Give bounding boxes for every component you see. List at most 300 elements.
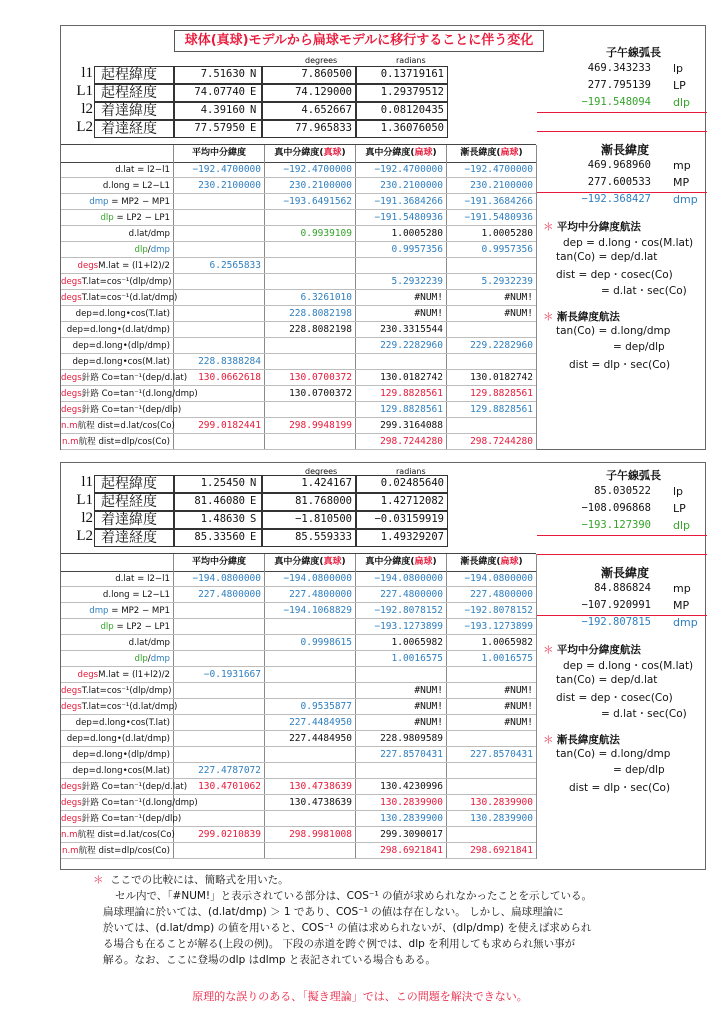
- table-row: [61, 763, 536, 779]
- degrees-value: −1.810500: [295, 513, 352, 525]
- table-cell: [265, 667, 355, 683]
- row-label: dep=d.long•(d.lat/dmp): [66, 325, 170, 335]
- radians-value: −0.03159919: [374, 513, 444, 525]
- row-label-symbol: dmp: [89, 606, 109, 616]
- table-cell: 227.4484950: [289, 717, 352, 728]
- table-cell: #NUM!: [504, 717, 533, 728]
- table-row: [61, 683, 536, 699]
- table-cell: [265, 402, 355, 418]
- row-label: [61, 683, 173, 699]
- table-cell: [174, 699, 264, 715]
- page-title: 球体(真球)モデルから扁球モデルに移行することに伴う変化: [174, 30, 544, 52]
- row-label: [61, 434, 173, 450]
- row-label-rest: M.lat = (l1+l2)/2: [98, 670, 170, 680]
- row-label-symbol: dlp: [100, 622, 114, 632]
- input-direction: E: [250, 531, 257, 543]
- table-cell: [265, 843, 355, 859]
- row-label-rest: T.lat=cos⁻¹(dlp/dmp): [81, 277, 172, 287]
- table-cell: −192.8078152: [464, 605, 533, 616]
- note-line-2: セル内で、「#NUM!」と表示されている部分は、COS⁻¹ の値が求められなかったことを示している。: [115, 890, 592, 902]
- table-cell: 230.2100000: [289, 180, 352, 191]
- table-cell: #NUM!: [504, 308, 533, 319]
- row-label: [61, 370, 188, 386]
- row-label-prefix: degs: [77, 670, 99, 680]
- column-header-text: 真中分緯度(: [365, 557, 415, 567]
- table-cell: [447, 418, 536, 434]
- table-cell: −191.3684266: [464, 196, 533, 207]
- table-row: [61, 827, 536, 843]
- row-label-rest: 航程 dist=dlp/cos(Co): [78, 437, 170, 447]
- degrees-header: degrees: [305, 56, 338, 65]
- meridian-label: lp: [673, 485, 684, 498]
- row-label-rest: = MP2 − MP1: [108, 197, 170, 207]
- table-cell: 129.8828561: [380, 404, 443, 415]
- asterisk-icon: ＊: [543, 734, 557, 746]
- table-cell: 0.9939109: [300, 228, 352, 239]
- table-cell: [174, 402, 264, 418]
- column-header-model: 扁球: [500, 557, 519, 567]
- formula-line: tan(Co) = dep/d.lat: [556, 674, 658, 686]
- row-label-symbol: dlp: [134, 245, 148, 255]
- row-label: d.lat/dmp: [128, 638, 170, 648]
- formula-title-text: 漸長緯度航法: [556, 311, 620, 323]
- row-label-slash: /: [147, 245, 151, 255]
- table-cell: [174, 619, 264, 635]
- table-cell: [174, 635, 264, 651]
- table-cell: #NUM!: [504, 701, 533, 712]
- column-header-1: [174, 145, 264, 162]
- meridional-parts-title: 漸長緯度: [601, 143, 650, 157]
- note-line-3: 扁球理論に於いては、(d.lat/dmp) ＞ 1 であり、COS⁻¹ の値は存在しない。 しかし、扁球理論に: [103, 906, 564, 918]
- row-label-rest: 針路 Co=tan⁻¹(dep/dlp): [81, 814, 182, 824]
- formula-line: dist = dlp・sec(Co): [569, 782, 671, 794]
- column-header-text: 真中分緯度(: [365, 148, 415, 158]
- row-label-rest: 針路 Co=tan⁻¹(dep/d.lat): [81, 373, 188, 383]
- table-row: [61, 242, 536, 258]
- note-line-1: ＊ ここでの比較には、簡略式を用いた。: [93, 874, 289, 886]
- formula-line: dep = d.long・cos(M.lat): [563, 660, 694, 672]
- table-cell: [174, 194, 264, 210]
- table-cell: 227.4800000: [198, 589, 261, 600]
- row-label: [61, 667, 173, 683]
- row-label-prefix: degs: [61, 277, 82, 287]
- table-row: [61, 306, 536, 322]
- input-direction: S: [250, 513, 257, 525]
- grid-frame: [61, 144, 536, 449]
- table-cell: 130.0700372: [289, 388, 352, 399]
- table-cell: −194.0800000: [374, 573, 443, 584]
- column-header-paren: ): [432, 557, 437, 567]
- table-cell: #NUM!: [414, 717, 443, 728]
- row-label-prefix: n.m: [61, 830, 78, 840]
- table-cell: 0.9957356: [481, 244, 533, 255]
- table-cell: [174, 322, 264, 338]
- degrees-value: 7.860500: [301, 68, 352, 80]
- row-label: d.long = L2−L1: [102, 590, 170, 600]
- meridional-label: dmp: [673, 193, 698, 206]
- table-cell: 5.2932239: [391, 276, 443, 287]
- table-cell: [447, 354, 536, 370]
- table-cell: 130.2839900: [380, 813, 443, 824]
- table-row: [61, 338, 536, 354]
- column-header-paren: ): [341, 148, 346, 158]
- row-label: [61, 603, 173, 619]
- note-line-4: 於いては、(d.lat/dmp) の値を用いると、COS⁻¹ の値は求められないが、(dlp/dmp) を使えば求められ: [103, 922, 592, 934]
- row-label-symbol: dmp: [89, 197, 109, 207]
- row-label-prefix: degs: [61, 814, 82, 824]
- table-cell: 130.4701062: [198, 781, 261, 792]
- formula-line: tan(Co) = dep/d.lat: [556, 251, 658, 263]
- meridional-label: MP: [673, 176, 690, 189]
- row-label: [61, 194, 173, 210]
- table-row: [61, 747, 536, 763]
- table-cell: [174, 683, 264, 699]
- row-label-rest: 航程 dist=d.lat/cos(Co): [77, 421, 175, 431]
- table-cell: [265, 683, 355, 699]
- table-cell: −192.4700000: [374, 164, 443, 175]
- table-cell: [174, 731, 264, 747]
- table-cell: [174, 274, 264, 290]
- column-header-model: 扁球: [414, 148, 433, 158]
- meridian-arc-title: 子午線弧長: [606, 469, 661, 482]
- meridian-label: LP: [673, 502, 686, 515]
- radians-value: 0.08120435: [380, 104, 444, 116]
- radians-value: 1.29379512: [380, 86, 444, 98]
- table-row: [61, 162, 536, 178]
- table-cell: 227.4484950: [289, 733, 352, 744]
- red-divider: [537, 112, 707, 113]
- row-label: dep=d.long•(dlp/dmp): [72, 750, 170, 760]
- row-label-slash: /: [147, 654, 151, 664]
- meridian-value: −191.548094: [581, 96, 651, 108]
- meridional-label: mp: [673, 582, 691, 595]
- row-label: [61, 258, 173, 274]
- meridian-label: dlp: [673, 519, 691, 532]
- row-label-rest: 航程 dist=dlp/cos(Co): [78, 846, 170, 856]
- column-header-text: 真中分緯度(: [274, 148, 324, 158]
- row-label: dep=d.long•cos(T.lat): [75, 718, 170, 728]
- table-row: [61, 635, 536, 651]
- input-id-l1: l1: [81, 65, 93, 81]
- table-cell: 129.8828561: [380, 388, 443, 399]
- radians-value: 0.02485640: [380, 477, 444, 489]
- radians-value: 1.42712082: [380, 495, 444, 507]
- input-value: 85.33560: [194, 531, 245, 543]
- table-cell: 130.2839900: [470, 797, 533, 808]
- column-header-4: [447, 554, 536, 571]
- table-cell: 229.2282960: [470, 340, 533, 351]
- row-label: [61, 795, 198, 811]
- table-cell: [447, 322, 536, 338]
- column-header-paren: ): [432, 148, 437, 158]
- input-value: 7.51630: [200, 68, 245, 80]
- row-label: d.long = L2−L1: [102, 181, 170, 191]
- table-cell: 1.0016575: [481, 653, 533, 664]
- table-cell: 1.0065982: [481, 637, 533, 648]
- table-cell: 228.9809589: [380, 733, 443, 744]
- table-row: [61, 667, 536, 683]
- panel-bottom: [60, 462, 706, 870]
- table-cell: 0.9998615: [300, 637, 352, 648]
- formula-title-a: [543, 219, 641, 234]
- meridian-value: −193.127390: [581, 519, 651, 531]
- row-label-rest: 針路 Co=tan⁻¹(dep/dlp): [81, 405, 182, 415]
- meridional-value: 469.968960: [587, 159, 651, 171]
- formula-line: = d.lat・sec(Co): [601, 708, 687, 720]
- table-row: [61, 731, 536, 747]
- table-cell: −193.6491562: [283, 196, 352, 207]
- column-header-3: [356, 554, 446, 571]
- column-header-model: 真球: [323, 148, 342, 158]
- red-divider: [537, 554, 707, 555]
- table-cell: −194.1068829: [283, 605, 352, 616]
- input-id-l1: l1: [81, 474, 93, 490]
- table-cell: [174, 290, 264, 306]
- table-cell: [174, 210, 264, 226]
- table-cell: [265, 258, 355, 274]
- footer-statement: 原理的な誤りのある、「擬き理論」では、この問題を解決できない。: [192, 990, 528, 1003]
- formula-title-text: 平均中分緯度航法: [556, 221, 641, 233]
- column-header-text: 漸長緯度(: [460, 557, 501, 567]
- input-value: 77.57950: [194, 122, 245, 134]
- table-cell: 130.0182742: [380, 372, 443, 383]
- input-direction: E: [250, 495, 257, 507]
- column-header-3: [356, 145, 446, 162]
- table-cell: 228.8388284: [198, 356, 261, 367]
- row-label-prefix: degs: [61, 405, 82, 415]
- table-cell: 5.2932239: [481, 276, 533, 287]
- table-cell: [174, 747, 264, 763]
- table-cell: [174, 306, 264, 322]
- table-cell: −193.1273899: [374, 621, 443, 632]
- row-label-rest: = LP2 − LP1: [113, 213, 170, 223]
- input-direction: N: [250, 68, 257, 80]
- row-label: dep=d.long•cos(M.lat): [72, 357, 170, 367]
- table-cell: [447, 827, 536, 843]
- column-header-model: 扁球: [414, 557, 433, 567]
- formula-line: = dep/dlp: [613, 764, 665, 776]
- table-cell: −194.0800000: [464, 573, 533, 584]
- row-label-rest: 航程 dist=d.lat/cos(Co): [77, 830, 175, 840]
- row-label-rest: T.lat=cos⁻¹(dlp/dmp): [81, 686, 172, 696]
- table-row: [61, 418, 536, 434]
- table-cell: 298.6921841: [380, 845, 443, 856]
- row-label-prefix: degs: [77, 261, 99, 271]
- table-cell: [265, 811, 355, 827]
- grid-frame: [61, 553, 536, 858]
- formula-line: tan(Co) = d.long/dmp: [556, 325, 671, 337]
- table-row: [61, 715, 536, 731]
- table-cell: −191.3684266: [374, 196, 443, 207]
- formula-line: dep = d.long・cos(M.lat): [563, 237, 694, 249]
- table-cell: [174, 386, 264, 402]
- table-cell: 227.8570431: [380, 749, 443, 760]
- meridional-value: −107.920991: [581, 599, 651, 611]
- table-cell: 298.7244280: [470, 436, 533, 447]
- meridian-value: −108.096868: [581, 502, 651, 514]
- column-header-2: [265, 145, 355, 162]
- input-name-box: 着達緯度: [94, 511, 174, 529]
- table-cell: #NUM!: [504, 685, 533, 696]
- column-header-paren: ): [341, 557, 346, 567]
- table-cell: 130.2839900: [470, 813, 533, 824]
- table-cell: −0.1931667: [203, 669, 261, 680]
- radians-value: 1.49329207: [380, 531, 444, 543]
- row-label-prefix: degs: [61, 686, 82, 696]
- table-cell: 0.9535877: [300, 701, 352, 712]
- table-row: [61, 386, 536, 402]
- table-row: [61, 226, 536, 242]
- red-divider: [537, 535, 707, 536]
- row-label: [61, 290, 178, 306]
- table-cell: [356, 667, 446, 683]
- radians-value: 1.36076050: [380, 122, 444, 134]
- row-label: [61, 210, 173, 226]
- row-label-symbol: dlp: [100, 213, 114, 223]
- table-cell: 298.7244280: [380, 436, 443, 447]
- table-cell: [447, 779, 536, 795]
- row-label: d.lat = l2−l1: [115, 165, 170, 175]
- table-cell: 1.0065982: [391, 637, 443, 648]
- row-label-prefix: degs: [61, 702, 82, 712]
- formula-line: dist = dlp・sec(Co): [569, 359, 671, 371]
- row-label-rest: T.lat=cos⁻¹(d.lat/dmp): [81, 293, 178, 303]
- row-label: [61, 418, 173, 434]
- row-label: dep=d.long•(d.lat/dmp): [66, 734, 170, 744]
- table-cell: 227.8570431: [470, 749, 533, 760]
- table-cell: 0.9957356: [391, 244, 443, 255]
- meridional-value: 277.600533: [587, 176, 651, 188]
- asterisk-icon: ＊: [543, 644, 557, 656]
- input-name-box: 起程緯度: [94, 475, 174, 493]
- row-label: d.lat = l2−l1: [115, 574, 170, 584]
- row-label-prefix: degs: [61, 389, 82, 399]
- column-header-text: 漸長緯度(: [460, 148, 501, 158]
- formula-line: = dep/dlp: [613, 341, 665, 353]
- input-id-L2: L2: [76, 528, 93, 544]
- row-label-prefix: n.m: [62, 437, 79, 447]
- table-cell: [447, 667, 536, 683]
- meridional-value: 84.886824: [594, 582, 651, 594]
- table-cell: 130.4738639: [289, 781, 352, 792]
- row-label: [61, 779, 188, 795]
- table-cell: 130.2839900: [380, 797, 443, 808]
- table-cell: [174, 242, 264, 258]
- table-cell: [265, 210, 355, 226]
- row-label-rest: 針路 Co=tan⁻¹(dep/d.lat): [81, 782, 188, 792]
- table-row: [61, 370, 536, 386]
- table-cell: #NUM!: [414, 292, 443, 303]
- row-label: dep=d.long•cos(T.lat): [75, 309, 170, 319]
- table-cell: 299.3090017: [380, 829, 443, 840]
- asterisk-icon: ＊: [543, 311, 557, 323]
- table-row: [61, 843, 536, 859]
- table-cell: [447, 731, 536, 747]
- input-direction: E: [250, 122, 257, 134]
- radians-header: radians: [396, 467, 426, 476]
- row-label-rest: T.lat=cos⁻¹(d.lat/dmp): [81, 702, 178, 712]
- table-cell: 298.9948199: [289, 420, 352, 431]
- asterisk-icon: ＊: [93, 874, 104, 886]
- table-cell: −193.1273899: [464, 621, 533, 632]
- table-cell: [447, 258, 536, 274]
- table-row: [61, 178, 536, 194]
- input-direction: N: [250, 477, 257, 489]
- column-header-1: [174, 554, 264, 571]
- table-cell: 1.0005280: [481, 228, 533, 239]
- table-row: [61, 354, 536, 370]
- meridional-label: MP: [673, 599, 690, 612]
- table-cell: 298.9981008: [289, 829, 352, 840]
- formula-line: tan(Co) = d.long/dmp: [556, 748, 671, 760]
- table-cell: 227.4800000: [289, 589, 352, 600]
- column-header-text: 平均中分緯度: [191, 557, 246, 567]
- table-row: [61, 571, 536, 587]
- table-cell: 1.0016575: [391, 653, 443, 664]
- table-row: [61, 274, 536, 290]
- table-row: [61, 402, 536, 418]
- table-cell: [265, 242, 355, 258]
- table-row: [61, 434, 536, 450]
- input-name-box: 起程緯度: [94, 66, 174, 84]
- meridian-arc-title: 子午線弧長: [606, 46, 661, 59]
- row-label-rest: 針路 Co=tan⁻¹(d.long/dmp): [81, 389, 198, 399]
- table-cell: [174, 603, 264, 619]
- table-cell: 129.8828561: [470, 388, 533, 399]
- table-cell: [265, 434, 355, 450]
- formula-line: dist = dep・cosec(Co): [556, 692, 673, 704]
- input-name-box: 着達経度: [94, 529, 174, 547]
- column-header-paren: ): [518, 557, 523, 567]
- meridian-value: 277.795139: [587, 79, 651, 91]
- formula-title-text: 漸長緯度航法: [556, 734, 620, 746]
- table-cell: 228.8082198: [289, 324, 352, 335]
- table-row: [61, 258, 536, 274]
- table-cell: [174, 338, 264, 354]
- table-cell: 130.4230996: [380, 781, 443, 792]
- table-cell: 6.2565833: [209, 260, 261, 271]
- row-label: dep=d.long•(dlp/dmp): [72, 341, 170, 351]
- table-cell: 130.4738639: [289, 797, 352, 808]
- table-row: [61, 811, 536, 827]
- input-id-l2: l2: [81, 101, 93, 117]
- input-value: 74.07740: [194, 86, 245, 98]
- table-cell: −192.8078152: [374, 605, 443, 616]
- table-cell: 1.0005280: [391, 228, 443, 239]
- table-cell: −191.5480936: [374, 212, 443, 223]
- radians-header: radians: [396, 56, 426, 65]
- table-row: [61, 699, 536, 715]
- column-header-4: [447, 145, 536, 162]
- table-cell: 230.3315544: [380, 324, 443, 335]
- meridional-label: mp: [673, 159, 691, 172]
- row-label-rest: = MP2 − MP1: [108, 606, 170, 616]
- table-cell: #NUM!: [504, 292, 533, 303]
- table-cell: 299.0182441: [198, 420, 261, 431]
- row-label: [61, 242, 173, 258]
- row-label-prefix: degs: [61, 782, 82, 792]
- table-cell: [356, 763, 446, 779]
- column-header-model: 扁球: [500, 148, 519, 158]
- table-cell: [174, 226, 264, 242]
- table-row: [61, 779, 536, 795]
- table-cell: 130.0662618: [198, 372, 261, 383]
- input-value: 4.39160: [200, 104, 245, 116]
- table-cell: 130.0182742: [470, 372, 533, 383]
- table-row: [61, 603, 536, 619]
- meridian-value: 469.343233: [587, 62, 651, 74]
- row-label-prefix: n.m: [61, 421, 78, 431]
